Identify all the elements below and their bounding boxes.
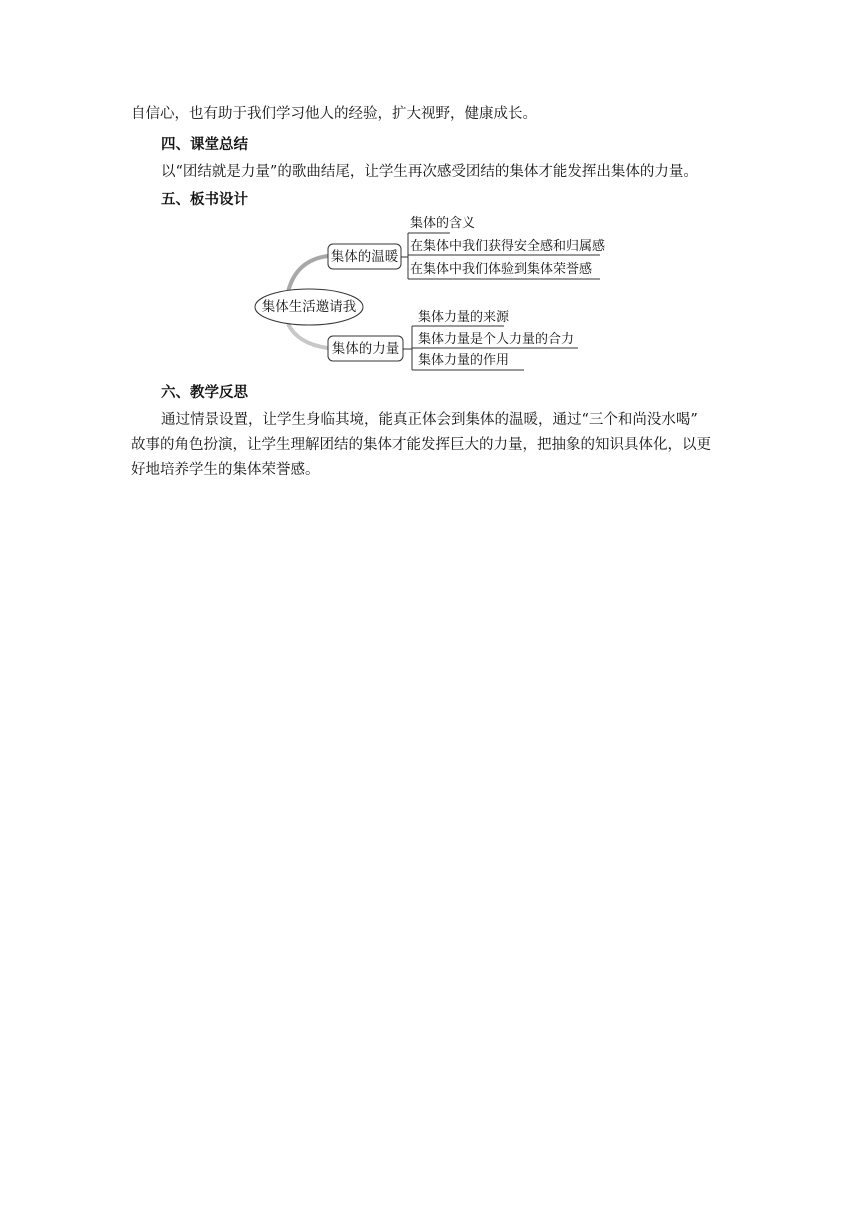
upper-branch-label: 集体的温暖 bbox=[330, 249, 399, 265]
lower-connector-arc bbox=[288, 324, 328, 348]
section4-heading: 四、课堂总结 bbox=[161, 136, 248, 153]
section3-closing-line: 自信心，也有助于我们学习他人的经验，扩大视野，健康成长。 bbox=[131, 106, 537, 122]
lower-branch-label: 集体的力量 bbox=[331, 341, 400, 357]
section6-line-2: 故事的角色扮演，让学生理解团结的集体才能发挥巨大的力量，把抽象的知识具体化，以更 bbox=[131, 437, 711, 453]
section6-line-1: 通过情景设置，让学生身临其境，能真正体会到集体的温暖，通过“三个和尚没水喝” bbox=[161, 412, 698, 428]
upper-item-3: 在集体中我们体验到集体荣誉感 bbox=[410, 262, 593, 277]
upper-connector-arc bbox=[288, 256, 328, 292]
section6-line-3: 好地培养学生的集体荣誉感。 bbox=[131, 462, 320, 478]
center-topic: 集体生活邀请我 bbox=[261, 299, 357, 315]
section4-body: 以“团结就是力量”的歌曲结尾，让学生再次感受团结的集体才能发挥出集体的力量。 bbox=[161, 164, 698, 180]
board-diagram-lines bbox=[248, 212, 608, 376]
upper-item-2: 在集体中我们获得安全感和归属感 bbox=[410, 239, 606, 254]
lower-item-3: 集体力量的作用 bbox=[418, 353, 510, 368]
upper-item-1: 集体的含义 bbox=[410, 216, 476, 231]
board-design-diagram bbox=[248, 212, 608, 376]
lower-item-2: 集体力量是个人力量的合力 bbox=[418, 332, 575, 347]
lower-item-1: 集体力量的来源 bbox=[418, 310, 510, 325]
section6-heading: 六、教学反思 bbox=[161, 384, 248, 401]
section5-heading: 五、板书设计 bbox=[161, 191, 248, 208]
